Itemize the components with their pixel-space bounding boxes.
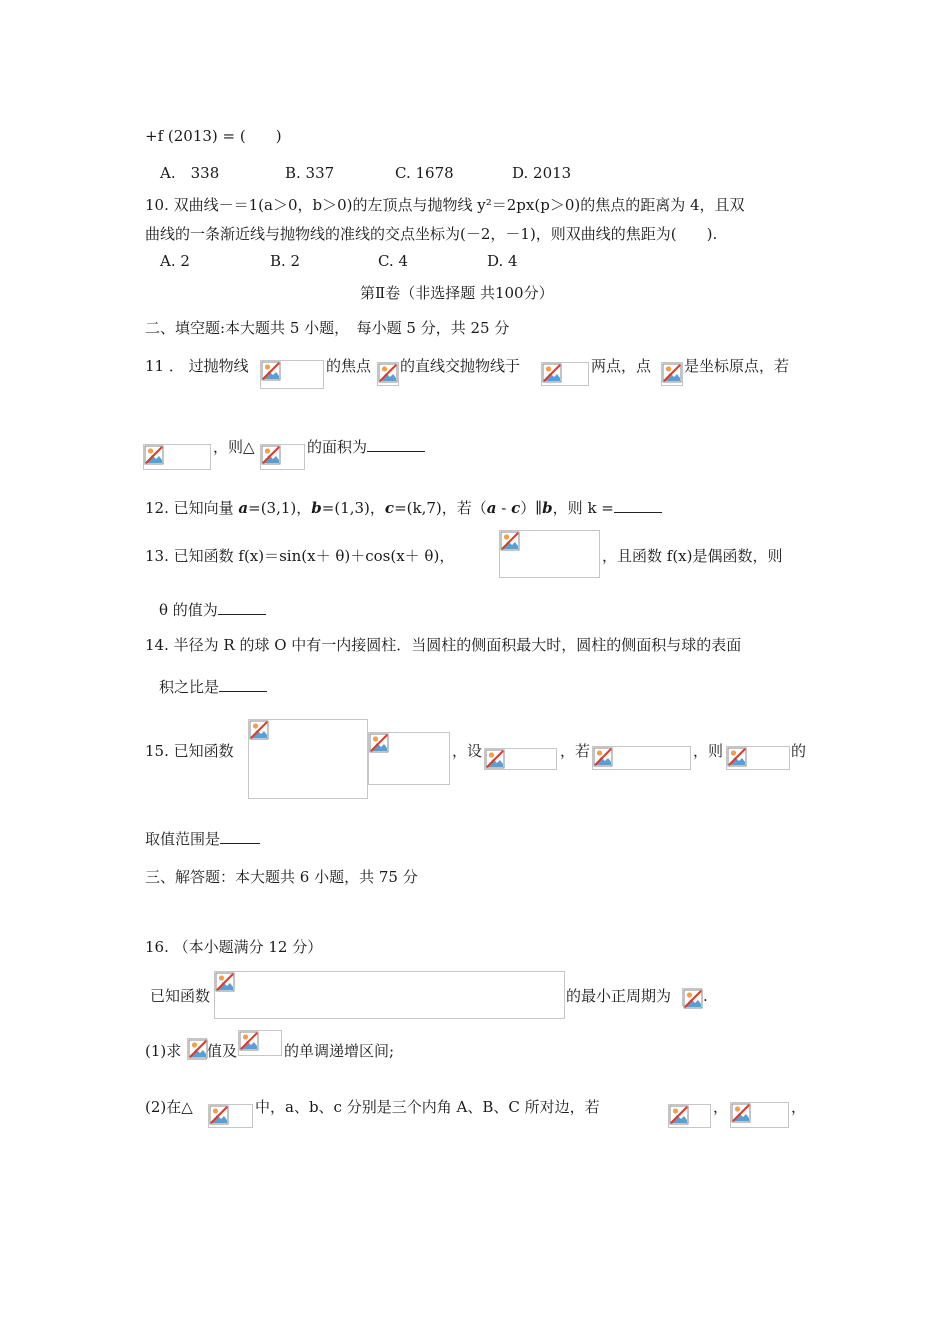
formula-image-points [541, 362, 589, 386]
formula-image-omega [187, 1038, 207, 1060]
formula-image-triangle-abc [208, 1104, 253, 1128]
broken-image-icon [209, 1105, 229, 1125]
q10-line1: 10. 双曲线－＝1(a＞0，b＞0)的左顶点与抛物线 y²＝2px(p＞0)的焦点的距离为 4，且双 [145, 196, 745, 214]
q10-option-d: D. 4 [487, 252, 518, 270]
broken-image-icon [144, 445, 164, 465]
q16-heading: 16. （本小题满分 12 分） [145, 938, 323, 956]
q15-text-a: 15. 已知函数 [145, 742, 234, 760]
q10-option-c: C. 4 [378, 252, 409, 270]
formula-image-focus [377, 362, 399, 386]
broken-image-icon [500, 531, 520, 551]
broken-image-icon [542, 363, 562, 383]
q11-text-d: 两点，点 [591, 357, 652, 375]
q16-part2-d: ， [791, 1098, 807, 1116]
broken-image-icon [261, 361, 281, 381]
answer-blank [614, 498, 662, 513]
formula-image-parabola [260, 360, 324, 389]
q14-line2: 积之比是 [159, 677, 267, 697]
broken-image-icon [239, 1031, 259, 1051]
broken-image-icon [215, 972, 235, 992]
q16-text-c: . [703, 987, 708, 1005]
fill-in-section-heading: 二、填空题:本大题共 5 小题， 每小题 5 分，共 25 分 [145, 319, 510, 337]
q9-option-a: A. 338 [160, 164, 220, 182]
broken-image-icon [727, 747, 747, 767]
q16-part1-b: 值及 [207, 1042, 238, 1060]
broken-image-icon [261, 445, 281, 465]
formula-image-origin [661, 362, 683, 386]
broken-image-icon [731, 1103, 751, 1123]
q11-text-f: ，则△ [213, 438, 255, 456]
q11-text-c: 的直线交抛物线于 [400, 357, 521, 375]
q16-part1-c: 的单调递增区间; [284, 1042, 395, 1060]
q15-text-e: 的 [791, 742, 807, 760]
q16-part2-c: ， [713, 1098, 729, 1116]
formula-image-triangle [260, 444, 305, 470]
formula-image-condition-1 [668, 1104, 711, 1128]
broken-image-icon [369, 733, 389, 753]
q16-part1-a: (1)求 [145, 1042, 182, 1060]
formula-image-condition-2 [730, 1102, 789, 1128]
q12-text: 12. 已知向量 a=(3,1)，b=(1,3)，c=(k,7)，若（a - c）∥b，则 k = [145, 498, 662, 518]
q9-option-c: C. 1678 [395, 164, 454, 182]
broken-image-icon [378, 363, 398, 383]
q9-option-d: D. 2013 [512, 164, 572, 182]
q15-text-b: ，设 [452, 742, 483, 760]
broken-image-icon [593, 747, 613, 767]
broken-image-icon [485, 749, 505, 769]
q13-text-a: 13. 已知函数 f(x)＝sin(x＋ θ)＋cos(x＋ θ)， [145, 547, 455, 565]
q16-part2-b: 中，a、b、c 分别是三个内角 A、B、C 所对边，若 [255, 1098, 600, 1116]
q16-text-b: 的最小正周期为 [566, 987, 672, 1005]
q11-text-b: 的焦点 [326, 357, 372, 375]
formula-image-function-cases [368, 732, 450, 785]
q11-text-g: 的面积为 [307, 437, 425, 457]
formula-image-setting [484, 748, 557, 770]
broken-image-icon [188, 1039, 208, 1059]
solution-section-heading: 三、解答题：本大题共 6 小题，共 75 分 [145, 868, 418, 886]
answer-blank [367, 437, 425, 452]
answer-blank [218, 600, 266, 615]
formula-image-piecewise-function [248, 719, 368, 799]
formula-image-theta-range [499, 530, 600, 578]
q10-line2: 曲线的一条渐近线与抛物线的准线的交点坐标为(－2，－1)，则双曲线的焦距为( ). [145, 225, 718, 243]
q13-text-b: ，且函数 f(x)是偶函数，则 [602, 547, 783, 565]
broken-image-icon [249, 720, 269, 740]
formula-image-period [682, 988, 702, 1006]
q15-text-c: ，若 [560, 742, 591, 760]
q9-option-b: B. 337 [285, 164, 335, 182]
q16-part2-a: (2)在△ [145, 1098, 193, 1116]
formula-image-function-name [238, 1030, 282, 1056]
part2-title: 第Ⅱ卷（非选择题 共100分） [360, 284, 554, 302]
q15-text-f: 取值范围是 [145, 829, 260, 849]
q10-option-b: B. 2 [270, 252, 301, 270]
q13-text-c: θ 的值为 [159, 600, 266, 620]
formula-image-condition [592, 746, 691, 770]
q10-option-a: A. 2 [160, 252, 190, 270]
q9-continuation: +f (2013) = ( ) [145, 127, 282, 145]
formula-image-condition [143, 444, 211, 470]
broken-image-icon [683, 989, 703, 1009]
broken-image-icon [662, 363, 682, 383]
formula-image-expression [726, 746, 790, 770]
q15-text-d: ，则 [693, 742, 724, 760]
broken-image-icon [669, 1105, 689, 1125]
q11-text-a: 11 ． 过抛物线 [145, 357, 249, 375]
q14-line1: 14. 半径为 R 的球 O 中有一内接圆柱．当圆柱的侧面积最大时，圆柱的侧面积与球的表面 [145, 636, 742, 654]
q16-text-a: 已知函数 [150, 987, 211, 1005]
answer-blank [219, 677, 267, 692]
formula-image-function-definition [214, 971, 565, 1019]
answer-blank [220, 829, 260, 844]
q11-text-e: 是坐标原点，若 [684, 357, 790, 375]
